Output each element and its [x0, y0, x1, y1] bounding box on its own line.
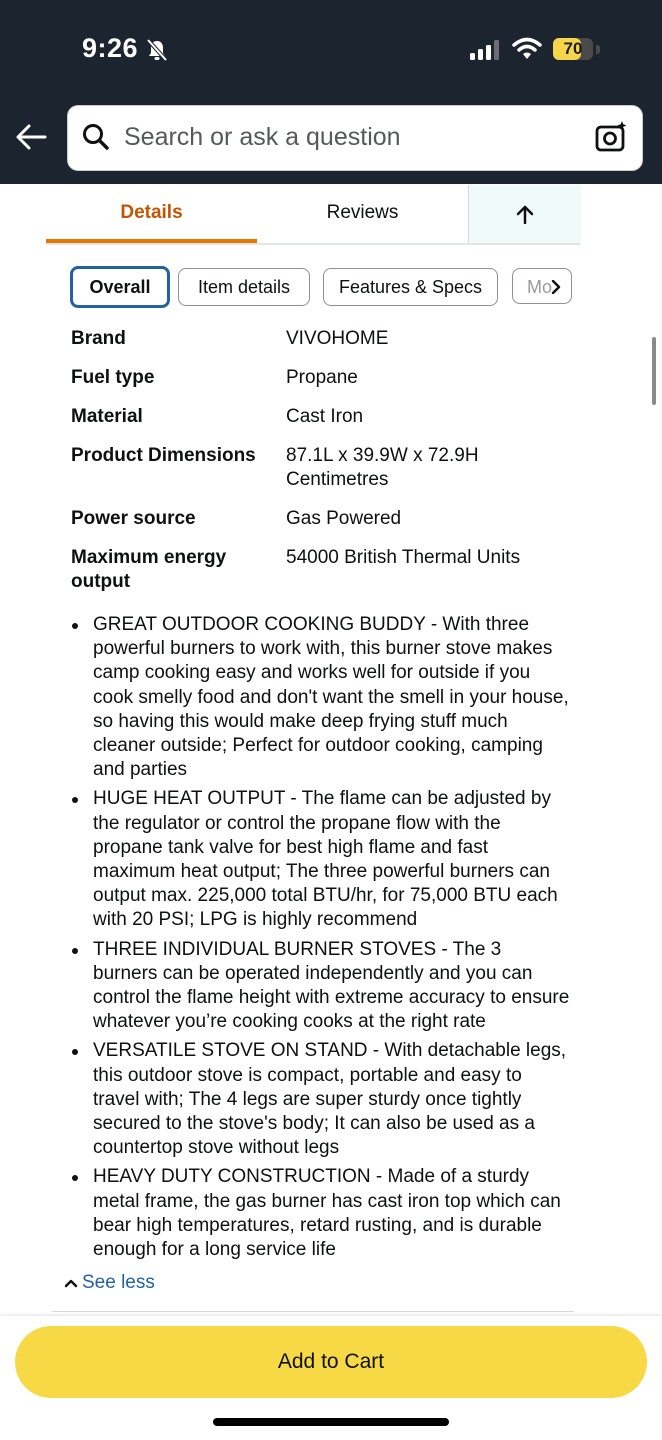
spec-label-power-source: Power source: [71, 508, 196, 529]
arrow-up-icon: [515, 204, 535, 224]
search-placeholder: Search or ask a question: [124, 123, 401, 151]
bullet-text: VERSATILE STOVE ON STAND - With detachable legs, this outdoor stove is compact, portable and easy to travel with; The 4 legs are super sturdy once tightly secured to the stove's body; It can also be used as a countertop stove without legs: [93, 1040, 567, 1159]
search-input[interactable]: [68, 106, 642, 170]
see-less-link[interactable]: [64, 1272, 155, 1294]
spec-value-fuel-type: Propane: [286, 367, 358, 388]
spec-value-dimensions: 87.1L x 39.9W x 72.9H Centimetres: [286, 445, 479, 490]
spec-label-dimensions: Product Dimensions: [71, 445, 256, 466]
bullet-dot: [72, 1175, 78, 1181]
list-item: [70, 1165, 570, 1262]
bullet-text: THREE INDIVIDUAL BURNER STOVES - The 3 burners can be operated independently and you can control the flame height with extreme accuracy to ensure whatever you’re cooking cooks at the right rate: [93, 938, 570, 1033]
chip-more[interactable]: [512, 268, 572, 304]
tab-reviews[interactable]: Reviews: [326, 202, 399, 223]
spec-label-max-energy: Maximum energy output: [71, 547, 227, 592]
chevron-up-icon: [64, 1278, 78, 1288]
see-less-label: See less: [82, 1272, 155, 1293]
home-indicator: [213, 1418, 449, 1426]
status-time: 9:26: [82, 33, 139, 63]
add-to-cart-button[interactable]: Add to Cart: [15, 1326, 647, 1398]
spec-value-max-energy: 54000 British Thermal Units: [286, 547, 521, 568]
bullet-dot: [72, 623, 78, 629]
battery-percent: 70: [563, 39, 583, 58]
list-item: [70, 787, 570, 932]
wifi-icon: [512, 37, 542, 66]
top-bar: [0, 0, 662, 184]
bullet-dot: [72, 948, 78, 954]
feature-bullets: [70, 613, 570, 1267]
list-item: [70, 938, 570, 1035]
chip-features-specs[interactable]: Features & Specs: [323, 268, 498, 306]
scrollbar[interactable]: [652, 337, 656, 405]
camera-search-icon[interactable]: [594, 120, 628, 159]
bullet-text: GREAT OUTDOOR COOKING BUDDY - With three powerful burners to work with, this burner stove makes camp cooking easy and works well for outside if you cook smelly food and don't want the smell in your house, so having this would make deep frying stuff much cleaner outside; Perfect for outdoor cooking, camping and parties: [93, 614, 569, 781]
back-arrow-icon[interactable]: [14, 120, 54, 160]
bullet-text: HUGE HEAT OUTPUT - The flame can be adjusted by the regulator or control the propane flow with the propane tank valve for best high flame and fast maximum heat output; The three powerful burners can output max. 225,000 total BTU/hr, for 75,000 BTU each with 20 PSI; LPG is highly recommend: [93, 788, 558, 931]
battery-nub: [596, 45, 600, 54]
scroll-to-top-button[interactable]: [468, 185, 581, 243]
spec-label-fuel-type: Fuel type: [71, 367, 155, 388]
spec-value-brand: VIVOHOME: [286, 328, 389, 349]
section-divider: [52, 1311, 574, 1312]
cellular-signal-icon: [470, 40, 500, 65]
list-item: [70, 1039, 570, 1160]
detail-tabs: [46, 185, 580, 245]
bullet-text: HEAVY DUTY CONSTRUCTION - Made of a sturdy metal frame, the gas burner has cast iron top which can bear high temperatures, retard rusting, and is durable enough for a long service life: [93, 1166, 561, 1261]
bullet-dot: [72, 797, 78, 803]
tab-details[interactable]: Details: [46, 185, 257, 243]
list-item: [70, 613, 570, 782]
spec-value-material: Cast Iron: [286, 406, 364, 427]
spec-value-power-source: Gas Powered: [286, 508, 402, 529]
spec-label-material: Material: [71, 406, 143, 427]
chip-item-details[interactable]: Item details: [178, 268, 310, 306]
bell-muted-icon: [146, 38, 168, 67]
spec-label-brand: Brand: [71, 328, 126, 349]
battery-indicator: [553, 38, 593, 60]
search-icon: [82, 123, 110, 156]
bullet-dot: [72, 1049, 78, 1055]
bottom-action-bar: [0, 1316, 662, 1440]
chip-overall[interactable]: Overall: [70, 266, 170, 308]
chevron-right-icon: [551, 280, 561, 294]
chip-more-label: Mo: [527, 277, 553, 297]
